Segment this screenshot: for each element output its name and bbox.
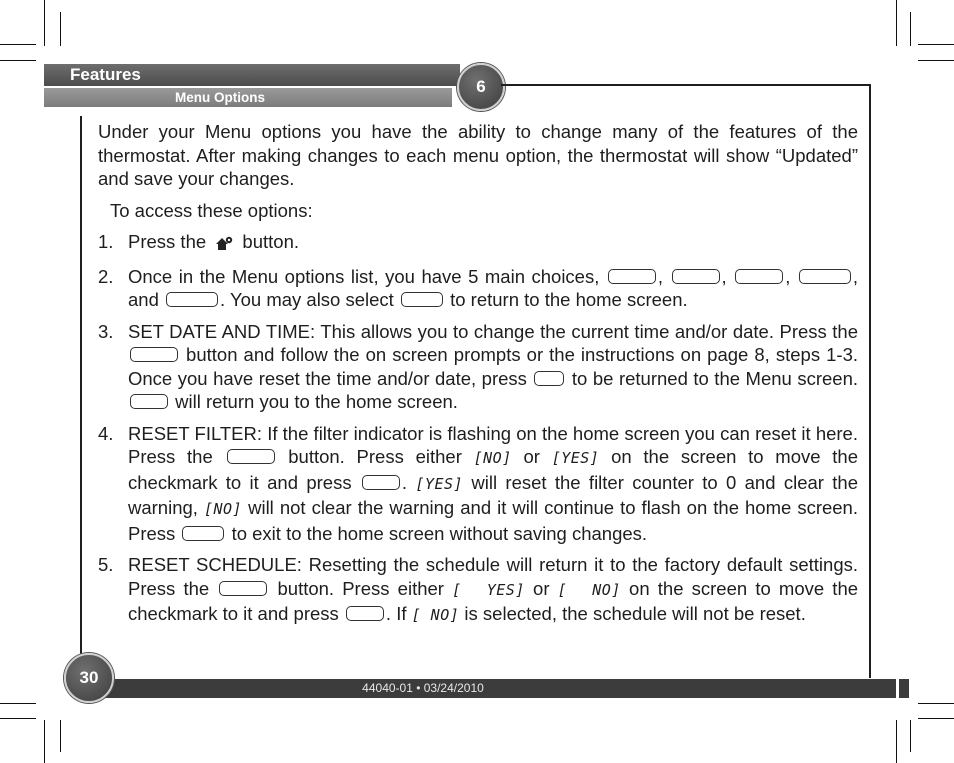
frame-right-rule xyxy=(869,84,871,678)
crop-mark xyxy=(0,718,36,719)
lcd-option-no: [ NO] xyxy=(557,580,621,599)
crop-mark xyxy=(896,0,897,46)
crop-mark xyxy=(0,60,36,61)
home-settings-icon xyxy=(215,233,233,257)
crop-mark xyxy=(918,703,954,704)
section-title: Features xyxy=(70,65,141,84)
softkey-button-icon xyxy=(130,347,178,362)
softkey-button-icon xyxy=(182,526,224,541)
softkey-button-icon xyxy=(130,394,168,409)
lcd-option-no: [NO] xyxy=(203,500,243,518)
document-code: 44040-01 • 03/24/2010 xyxy=(362,681,484,695)
list-item: 2. Once in the Menu options list, you have 5 main choices, , , , , and . You may also select to return to the home screen. xyxy=(98,265,858,310)
chapter-number-badge: 6 xyxy=(457,63,505,111)
softkey-button-icon xyxy=(219,581,267,596)
access-heading: To access these options: xyxy=(110,199,313,221)
list-item: 4. RESET FILTER: If the filter indicator is flashing on the home screen you can reset it here. Press the button. Press either [NO] or [YES] on the screen to move the checkmark to it and press . [YES] will reset the filter counter to 0 and clear the warning, [NO] will not clear the warning and it will continue to flash on the home screen. Press to exit to the home screen without saving changes. xyxy=(98,422,859,544)
crop-mark xyxy=(44,0,45,46)
frame-top-rule xyxy=(501,84,871,86)
lcd-option-no: [NO] xyxy=(473,449,512,467)
softkey-button-icon xyxy=(672,269,720,284)
softkey-button-icon xyxy=(227,449,275,464)
crop-mark xyxy=(0,703,36,704)
frame-left-rule xyxy=(80,116,82,654)
crop-mark xyxy=(910,720,911,752)
crop-mark xyxy=(918,718,954,719)
page-content xyxy=(98,120,858,636)
crop-mark xyxy=(910,12,911,46)
softkey-button-icon xyxy=(401,292,443,307)
lcd-option-yes: [YES] xyxy=(415,474,464,493)
crop-mark xyxy=(918,60,954,61)
softkey-button-icon xyxy=(799,269,851,284)
crop-mark xyxy=(918,44,954,45)
lcd-option-no: [ NO] xyxy=(411,606,460,624)
lcd-option-yes: [ YES] xyxy=(452,580,525,599)
crop-mark xyxy=(44,720,45,763)
crop-mark xyxy=(896,720,897,763)
list-item: 1. Press the button. xyxy=(98,230,858,257)
softkey-arrow-button-icon xyxy=(534,371,564,386)
list-item: 5. RESET SCHEDULE: Resetting the schedule will return it to the factory default settings. Press the button. Press either [ YES] or [ NO] on the screen to move the checkmark to it and press . If [ NO] is selected, the schedule will not be reset. xyxy=(98,554,859,624)
crop-mark xyxy=(60,12,61,46)
softkey-button-icon xyxy=(346,606,384,621)
softkey-button-icon xyxy=(166,292,218,307)
subsection-title: Menu Options xyxy=(175,90,265,105)
list-item: 3. SET DATE AND TIME: This allows you to change the current time and/or date. Press the button and follow the on screen prompts or the instructions on page 8, steps 1-3. Once you have reset the time and/or date, press to be returned to the Menu screen. will return you to the home screen. xyxy=(98,320,858,412)
softkey-button-icon xyxy=(735,269,783,284)
steps-list xyxy=(98,230,858,628)
footer-end-mark xyxy=(899,679,909,698)
lcd-option-yes: [YES] xyxy=(551,449,600,467)
softkey-button-icon xyxy=(362,475,400,490)
intro-paragraph: Under your Menu options you have the ability to change many of the features of the thermostat. After making changes to each menu option, the thermostat will show “Updated” and save your changes. xyxy=(98,121,858,189)
crop-mark xyxy=(0,44,36,45)
crop-mark xyxy=(60,720,61,752)
softkey-button-icon xyxy=(608,269,656,284)
page-number-badge: 30 xyxy=(64,653,114,703)
